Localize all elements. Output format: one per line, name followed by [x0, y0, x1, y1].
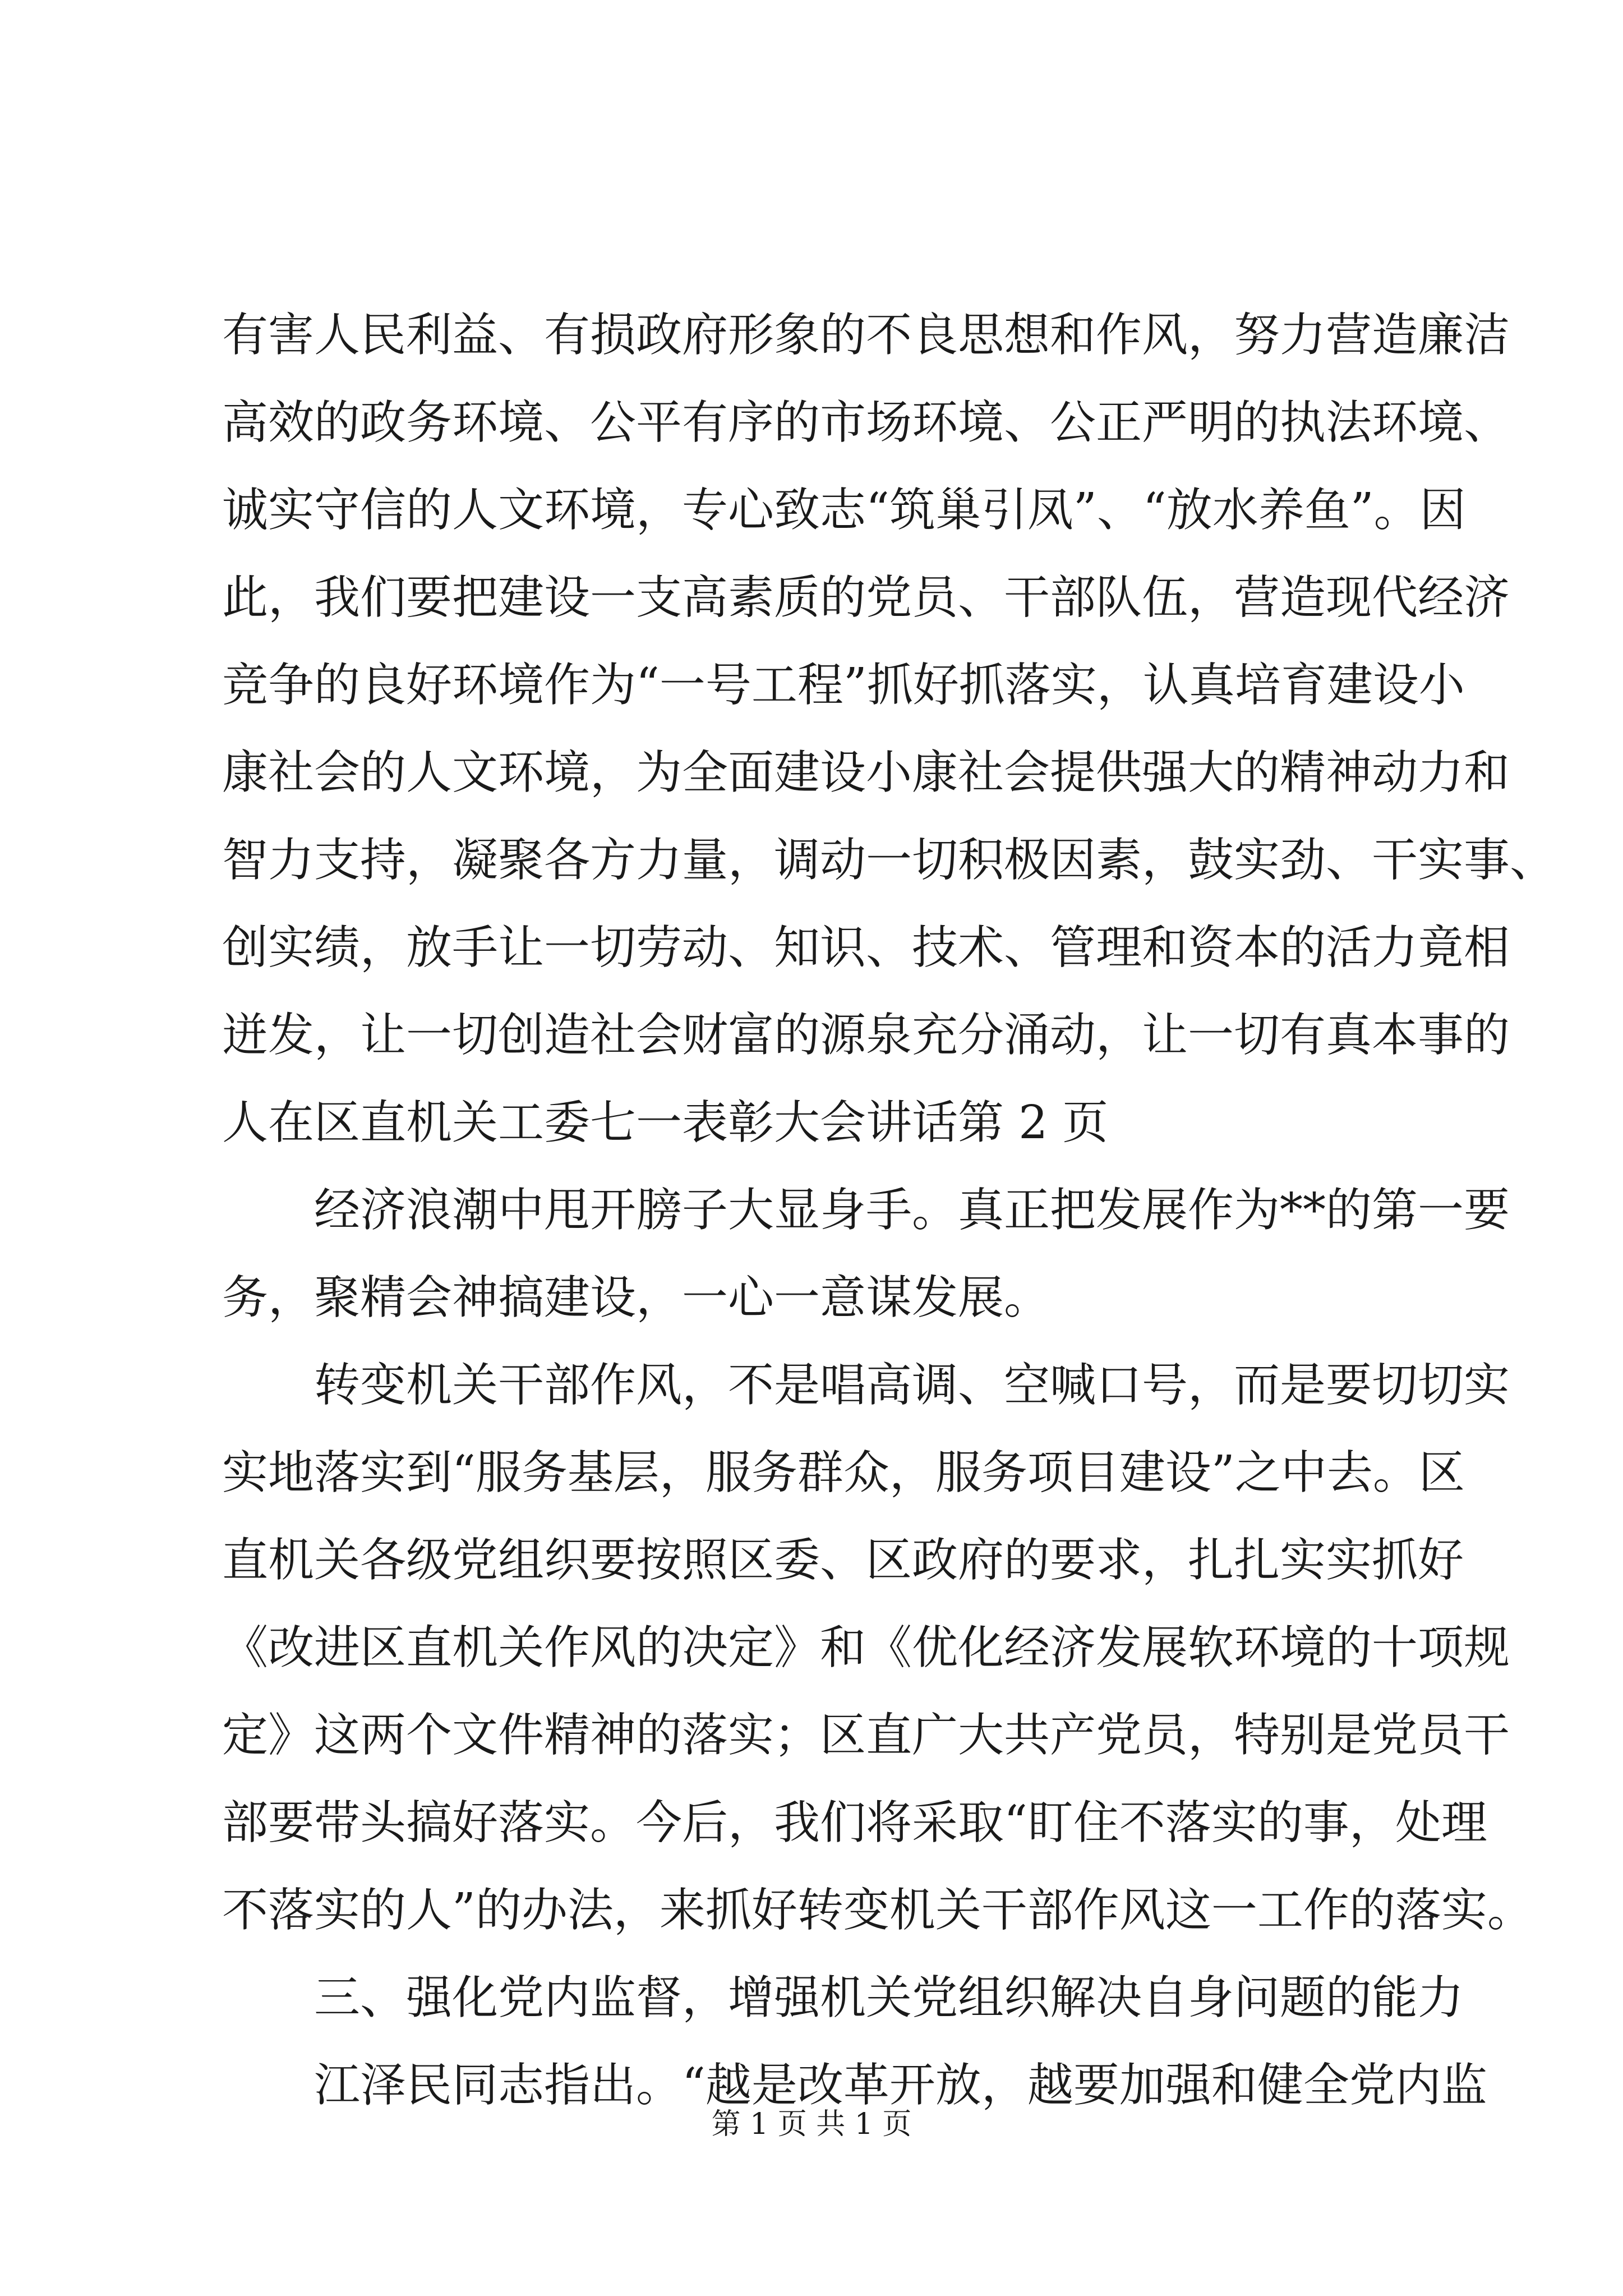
text-line: 此，我们要把建设一支高素质的党员、干部队伍，营造现代经济 [222, 571, 1510, 624]
paragraph-start-line: 经济浪潮中甩开膀子大显身手。真正把发展作为**的第一要 [314, 1184, 1510, 1237]
section-heading: 三、强化党内监督，增强机关党组织解决自身问题的能力 [314, 1971, 1464, 2024]
text-line: 创实绩，放手让一切劳动、知识、技术、管理和资本的活力竟相 [222, 921, 1510, 974]
text-line: 智力支持，凝聚各方力量，调动一切积极因素，鼓实劲、干实事、 [222, 834, 1556, 887]
text-line: 务，聚精会神搞建设，一心一意谋发展。 [222, 1271, 1050, 1324]
text-line: 竞争的良好环境作为“一号工程”抓好抓落实，认真培育建设小 [222, 659, 1465, 712]
text-line: 诚实守信的人文环境，专心致志“筑巢引凤”、“放水养鱼”。因 [222, 484, 1466, 537]
text-line: 定》这两个文件精神的落实；区直广大共产党员，特别是党员干 [222, 1709, 1510, 1762]
text-line: 直机关各级党组织要按照区委、区政府的要求，扎扎实实抓好 [222, 1534, 1464, 1587]
text-line: 《改进区直机关作风的决定》和《优化经济发展软环境的十项规 [222, 1621, 1510, 1674]
body-text [222, 292, 1556, 2129]
text-line: 高效的政务环境、公平有序的市场环境、公正严明的执法环境、 [222, 396, 1510, 449]
paragraph-start-line: 江泽民同志指出。“越是改革开放，越要加强和健全党内监 [314, 2059, 1487, 2112]
page-footer: 第 1 页 共 1 页 [711, 2108, 912, 2141]
text-line: 人在区直机关工委七一表彰大会讲话第 2 页 [222, 1096, 1109, 1149]
paragraph-start-line: 转变机关干部作风，不是唱高调、空喊口号，而是要切切实 [314, 1359, 1510, 1412]
text-line: 实地落实到“服务基层，服务群众，服务项目建设”之中去。区 [222, 1446, 1465, 1499]
text-line: 迸发，让一切创造社会财富的源泉充分涌动，让一切有真本事的 [222, 1009, 1510, 1062]
text-line: 不落实的人”的办法，来抓好转变机关干部作风这一工作的落实。 [222, 1884, 1533, 1937]
text-line: 有害人民利益、有损政府形象的不良思想和作风，努力营造廉洁 [222, 309, 1510, 362]
text-line: 康社会的人文环境，为全面建设小康社会提供强大的精神动力和 [222, 746, 1510, 799]
text-line: 部要带头搞好落实。今后，我们将采取“盯住不落实的事，处理 [222, 1796, 1487, 1849]
